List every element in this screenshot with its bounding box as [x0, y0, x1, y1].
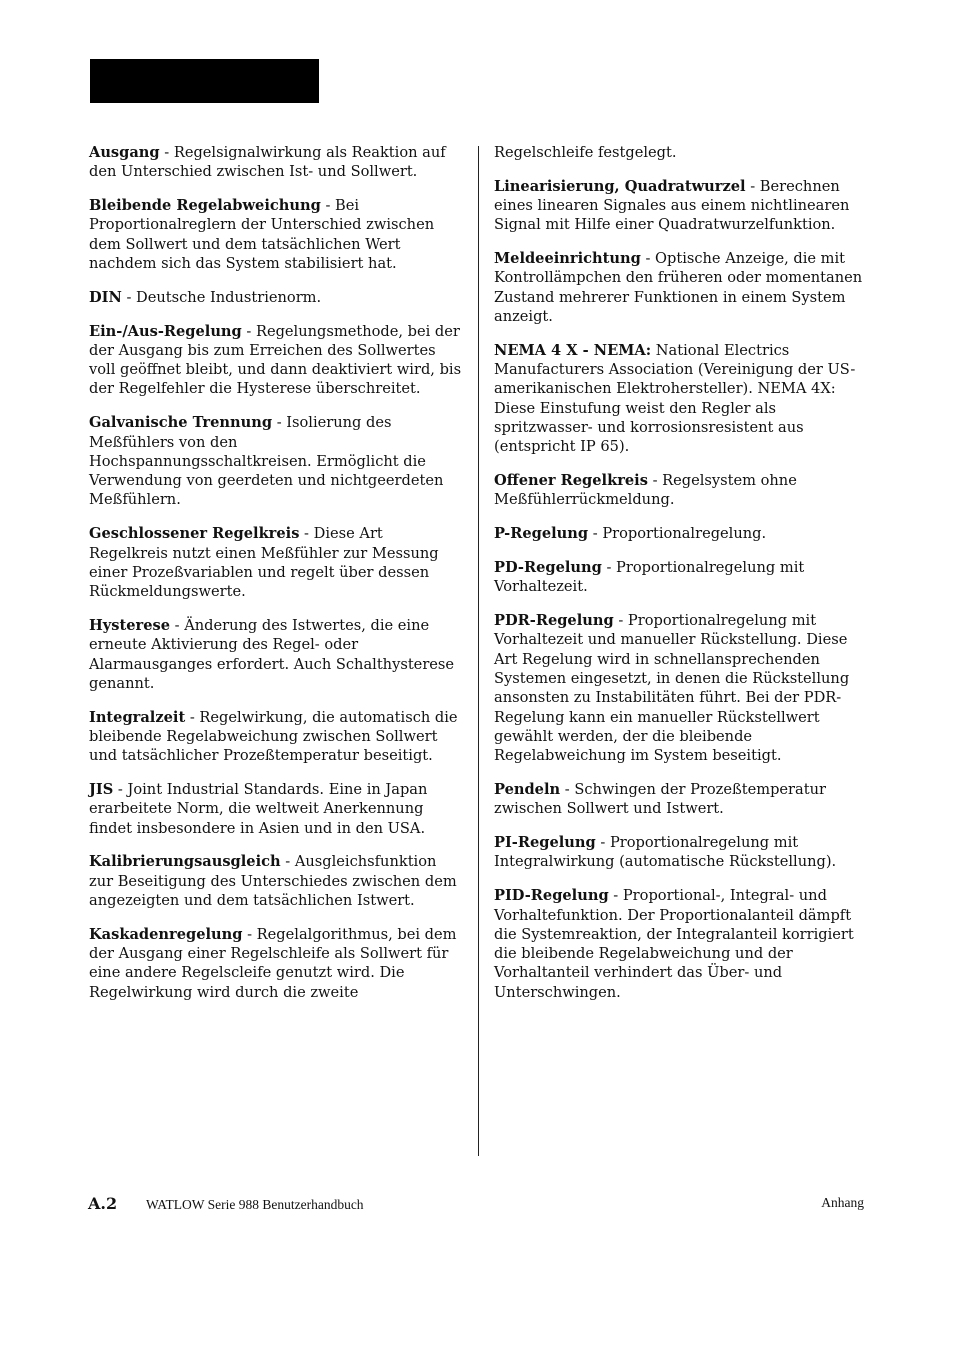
glossary-definition: - Änderung des Istwertes, die eine erneute Aktivierung des Regel- oder Alarmausganges erfordert. Auch Schalthysterese genannt. [89, 616, 455, 692]
glossary-entry [89, 616, 464, 693]
glossary-entry [89, 143, 464, 182]
glossary-term: Offener Regelkreis [494, 472, 648, 490]
glossary-entry [89, 925, 464, 1002]
header-black-bar [90, 59, 319, 103]
glossary-entry [494, 177, 869, 235]
glossary-term: PD-Regelung [494, 559, 602, 577]
glossary-term: JIS [89, 781, 114, 799]
glossary-entry [494, 471, 869, 510]
glossary-term: Galvanische Trennung [89, 414, 273, 432]
glossary-term: Meldeeinrichtung [494, 250, 641, 268]
glossary-definition: - Schwingen der Prozeßtemperatur zwischen Sollwert und Istwert. [494, 781, 826, 818]
glossary-term: PID-Regelung [494, 887, 609, 905]
glossary-entry [89, 413, 464, 509]
glossary-term: P-Regelung [494, 525, 589, 543]
glossary-entry [89, 780, 464, 838]
glossary-term: Integralzeit [89, 708, 186, 726]
glossary-definition: - Proportionalregelung mit Vorhaltezeit und manueller Rückstellung. Diese Art Regelung wird in schnellansprechenden Systemen eingesetzt, in denen die Rückstellung ansonsten zu Instabilitäten führt. Bei der PDR-Regelung kann ein manueller Rückstellwert gewählt werden, der die bleibende Regelabweichung im System beseitigt. [494, 612, 850, 765]
glossary-definition: - Isolierung des Meßfühlers von den Hochspannungsschaltkreisen. Ermöglicht die Verwendung von geerdeten und nichtgeerdeten Meßfühlern. [89, 414, 444, 509]
glossary-entry [494, 524, 869, 543]
glossary-term: Kaskadenregelung [89, 925, 243, 943]
glossary-definition: - Berechnen eines linearen Signales aus einem nichtlinearen Signal mit Hilfe einer Quadratwurzelfunktion. [494, 177, 850, 234]
glossary-entry [89, 196, 464, 273]
glossary-term: NEMA 4 X - NEMA: [494, 341, 652, 359]
glossary-term: PI-Regelung [494, 834, 596, 852]
manual-title: WATLOW Serie 988 Benutzerhandbuch [146, 1197, 364, 1212]
glossary-definition: - Proportionalregelung mit Integralwirkung (automatische Rückstellung). [494, 834, 837, 871]
glossary-definition: - Regelsystem ohne Meßfühlerrückmeldung. [494, 472, 797, 509]
glossary-definition: - Proportionalregelung. [588, 525, 767, 543]
glossary-definition: - Deutsche Industrienorm. [121, 288, 322, 306]
left-column [89, 143, 464, 1016]
glossary-entry [494, 341, 869, 457]
glossary-definition: - Regelwirkung, die automatisch die bleibende Regelabweichung zwischen Sollwert und tatsächlicher Prozeßtemperatur beseitigt. [89, 708, 458, 765]
glossary-term: DIN [89, 288, 122, 306]
glossary-term: Linearisierung, Quadratwurzel [494, 177, 746, 195]
glossary-entry [494, 249, 869, 326]
glossary-definition: - Joint Industrial Standards. Eine in Japan erarbeitete Norm, die weltweit Anerkennung findet insbesondere in Asien und in den USA. [89, 781, 428, 837]
glossary-term: Geschlossener Regelkreis [89, 525, 300, 543]
column-divider [478, 146, 479, 1156]
glossary-definition: National Electrics Manufacturers Association (Vereinigung der US-amerikanischen Elektrohersteller). NEMA 4X: Diese Einstufung weist den Regler als spritzwasser- und korrosionsresistent aus (entspricht IP 65). [494, 341, 856, 456]
glossary-entry [494, 780, 869, 819]
glossary-term: Bleibende Regelabweichung [89, 197, 321, 215]
glossary-entry [89, 524, 464, 601]
glossary-entry [494, 886, 869, 1002]
glossary-definition: - Regelsignalwirkung als Reaktion auf den Unterschied zwischen Ist- und Sollwert. [89, 144, 446, 181]
glossary-definition: - Proportionalregelung mit Vorhaltezeit. [494, 559, 805, 596]
glossary-entry [89, 288, 464, 307]
glossary-entry [494, 558, 869, 597]
glossary-entry [494, 833, 869, 872]
glossary-term: Hysterese [89, 616, 170, 634]
section-name: Anhang [821, 1195, 864, 1210]
glossary-definition: - Bei Proportionalreglern der Unterschied zwischen dem Sollwert und dem tatsächlichen Wert nachdem sich das System stabilisiert hat. [89, 197, 435, 272]
glossary-entry [89, 708, 464, 766]
glossary-definition: Regelschleife festgelegt. [494, 144, 677, 161]
glossary-definition: - Proportional-, Integral- und Vorhaltefunktion. Der Proportionalanteil dämpft die Systemreaktion, der Integralanteil korrigiert die bleibende Regelabweichung und der Vorhaltanteil verhindert das Über- und Unterschwingen. [494, 887, 854, 1001]
glossary-entry [89, 322, 464, 399]
right-column [494, 143, 869, 1016]
glossary-definition: - Regelungsmethode, bei der der Ausgang bis zum Erreichen des Sollwertes voll geöffnet bleibt, und dann deaktiviert wird, bis der Regelfehler die Hysterese überschreitet. [89, 322, 462, 398]
glossary-entry-continued [494, 143, 869, 162]
glossary-entry [494, 611, 869, 765]
glossary-entry [89, 852, 464, 910]
glossary-term: Kalibrierungsausgleich [89, 853, 281, 871]
glossary-definition: - Ausgleichsfunktion zur Beseitigung des Unterschiedes zwischen dem angezeigten und dem tatsächlichen Istwert. [89, 853, 457, 909]
glossary-definition: - Diese Art Regelkreis nutzt einen Meßfühler zur Messung einer Prozeßvariablen und regelt über dessen Rückmeldungswerte. [89, 525, 439, 601]
glossary-definition: - Optische Anzeige, die mit Kontrollämpchen den früheren oder momentanen Zustand mehrerer Funktionen in einem System anzeigt. [494, 250, 863, 326]
glossary-term: Pendeln [494, 781, 561, 799]
glossary-term: Ausgang [89, 144, 160, 161]
glossary-term: Ein-/Aus-Regelung [89, 322, 242, 340]
glossary-definition: - Regelalgorithmus, bei dem der Ausgang einer Regelschleife als Sollwert für eine andere Regelscleife genutzt wird. Die Regelwirkung wird durch die zweite [89, 925, 457, 1001]
page-number: A.2 [88, 1194, 118, 1213]
glossary-term: PDR-Regelung [494, 612, 614, 630]
